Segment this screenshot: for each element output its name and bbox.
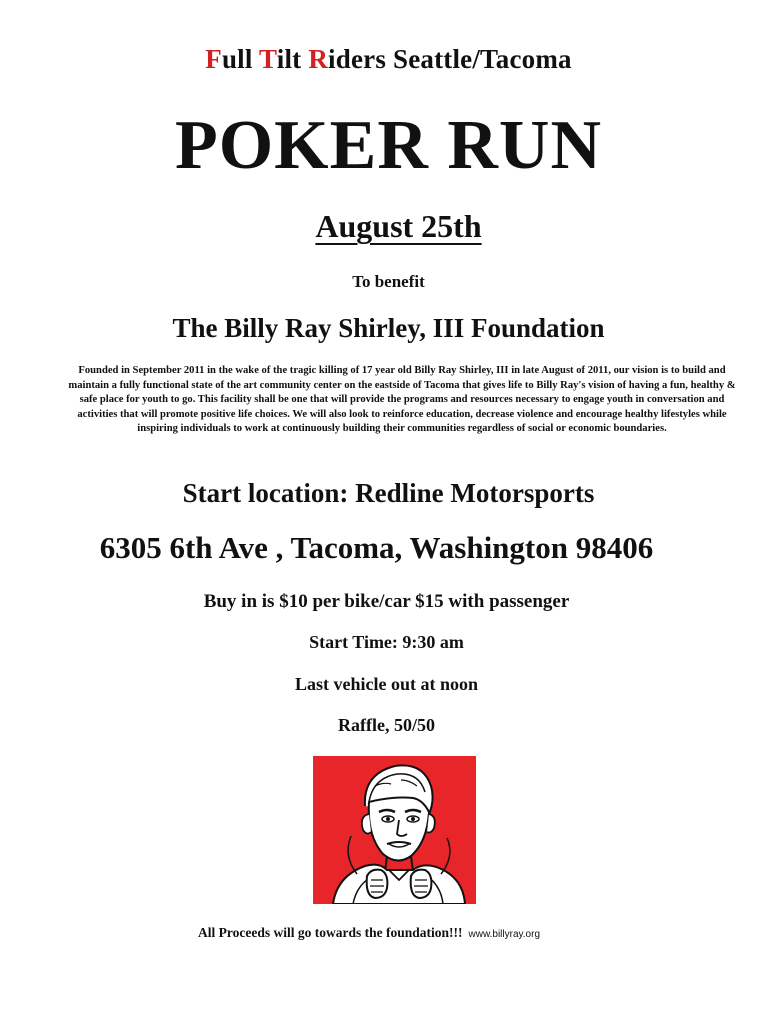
start-time: Start Time: 9:30 am <box>309 632 464 652</box>
start-address: 6305 6th Ave , Tacoma, Washington 98406 <box>99 530 654 565</box>
benefit-intro: To benefit <box>352 272 425 291</box>
org-initial-r: R <box>308 44 329 74</box>
portrait-drawing <box>313 756 476 904</box>
portrait-illustration <box>313 756 476 904</box>
org-text-1: ull <box>221 44 260 74</box>
event-date-text: August 25th <box>315 208 482 244</box>
website-link[interactable]: www.billyray.org <box>468 929 540 940</box>
buy-in-info: Buy in is $10 per bike/car $15 with passenger <box>203 591 570 612</box>
last-vehicle-info: Last vehicle out at noon <box>294 674 478 694</box>
org-text-2: ilt <box>276 44 309 74</box>
proceeds-note: All Proceeds will go towards the foundation!!! <box>198 925 463 940</box>
org-text-3: iders Seattle/Tacoma <box>328 44 572 74</box>
footer <box>198 925 540 941</box>
org-initial-t: T <box>259 44 277 74</box>
event-title: POKER RUN <box>174 107 603 184</box>
event-date <box>10 208 777 245</box>
start-location: Start location: Redline Motorsports <box>182 478 595 508</box>
organization-name <box>0 44 777 75</box>
foundation-name: The Billy Ray Shirley, III Foundation <box>172 313 605 343</box>
org-initial-f: F <box>205 44 222 74</box>
raffle-info: Raffle, 50/50 <box>338 715 435 735</box>
foundation-description: Founded in September 2011 in the wake of the tragic killing of 17 year old Billy Ray Shirley, III in late August of 2011, our vision is to build and maintain a fully functional state of the art community center on the eastside of Tacoma that gives life to Billy Ray's vision of having a fun, healthy & safe place for youth to go. This facility shall be one that will provide the programs and resources necessary to engage youth in conversation and activities that will promote positive life choices. We will also look to reinforce education, decrease violence and encourage healthy lifestyles while inspiring individuals to work at continuously building their communities regardless of social or economic boundaries. <box>68 365 736 434</box>
